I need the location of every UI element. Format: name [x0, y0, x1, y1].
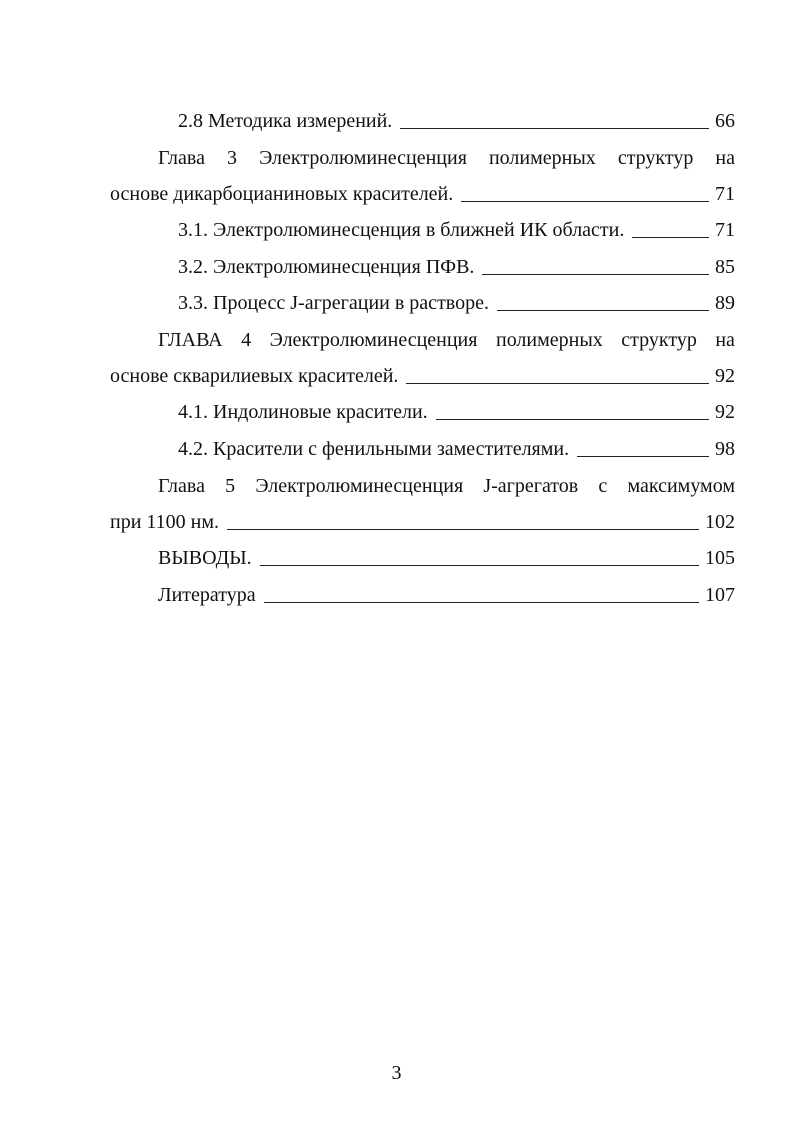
word: структур: [621, 329, 697, 351]
toc-entry-title: при 1100 нм.: [110, 511, 220, 533]
toc-chapter-heading: [158, 325, 735, 355]
toc-entry: [178, 288, 735, 318]
toc-entry-title: основе дикарбоцианиновых красителей.: [110, 183, 454, 205]
toc-entry-title: ВЫВОДЫ.: [158, 547, 252, 569]
toc-entry-title: Литература: [158, 584, 256, 606]
toc-entry-page: 85: [715, 256, 735, 278]
toc-entry: [178, 106, 735, 136]
toc-entry-page: 92: [715, 365, 735, 387]
toc-entry-title: 3.3. Процесс J-агрегации в растворе.: [178, 292, 489, 314]
word: Электролюминесценция: [269, 329, 478, 351]
leader-line: [227, 528, 699, 530]
toc-entry: [178, 252, 735, 282]
toc-entry: [178, 215, 735, 245]
leader-line: [436, 418, 709, 420]
toc-entry: [178, 397, 735, 427]
word: максимумом: [627, 475, 735, 497]
toc-entry: [158, 580, 735, 610]
toc-entry-page: 89: [715, 292, 735, 314]
toc-entry: [178, 434, 735, 464]
word: 3: [227, 147, 238, 169]
leader-line: [400, 127, 709, 129]
toc-entry-page: 71: [715, 183, 735, 205]
toc-entry-title: 3.2. Электролюминесценция ПФВ.: [178, 256, 475, 278]
toc-entry-title: 4.2. Красители с фенильными заместителями.: [178, 438, 570, 460]
toc-entry-page: 98: [715, 438, 735, 460]
toc-entry-page: 92: [715, 401, 735, 423]
toc-entry-page: 107: [705, 584, 735, 606]
word: Электролюминесценция: [259, 147, 467, 169]
word: Электролюминесценция: [255, 475, 464, 497]
toc-entry-title: 4.1. Индолиновые красители.: [178, 401, 428, 423]
toc-entry-page: 71: [715, 219, 735, 241]
leader-line: [577, 455, 709, 457]
word: ГЛАВА: [158, 329, 223, 351]
toc-entry: [110, 507, 735, 537]
page-number: 3: [391, 1062, 402, 1084]
leader-line: [260, 564, 699, 566]
toc-entry: [110, 361, 735, 391]
word: структур: [617, 147, 694, 169]
toc-chapter-heading: [158, 471, 735, 501]
word: с: [598, 475, 608, 497]
word: Глава: [158, 475, 205, 497]
word: Глава: [158, 147, 205, 169]
word: полимерных: [488, 147, 596, 169]
leader-line: [264, 601, 699, 603]
toc-entry-page: 66: [715, 110, 735, 132]
word: 5: [225, 475, 236, 497]
toc-entry-title: 3.1. Электролюминесценция в ближней ИК области.: [178, 219, 625, 241]
toc-entry: [110, 179, 735, 209]
word: полимерных: [495, 329, 603, 351]
leader-line: [482, 273, 709, 275]
word: J-агрегатов: [483, 475, 579, 497]
word: на: [715, 329, 735, 351]
leader-line: [632, 236, 709, 238]
leader-line: [461, 200, 709, 202]
leader-line: [406, 382, 709, 384]
word: на: [715, 147, 735, 169]
toc-entry: [158, 543, 735, 573]
word: 4: [241, 329, 252, 351]
toc-entry-page: 102: [705, 511, 735, 533]
toc-chapter-heading: [158, 143, 735, 173]
toc-entry-page: 105: [705, 547, 735, 569]
toc-entry-title: основе скварилиевых красителей.: [110, 365, 399, 387]
toc-entry-title: 2.8 Методика измерений.: [178, 110, 393, 132]
leader-line: [497, 309, 709, 311]
